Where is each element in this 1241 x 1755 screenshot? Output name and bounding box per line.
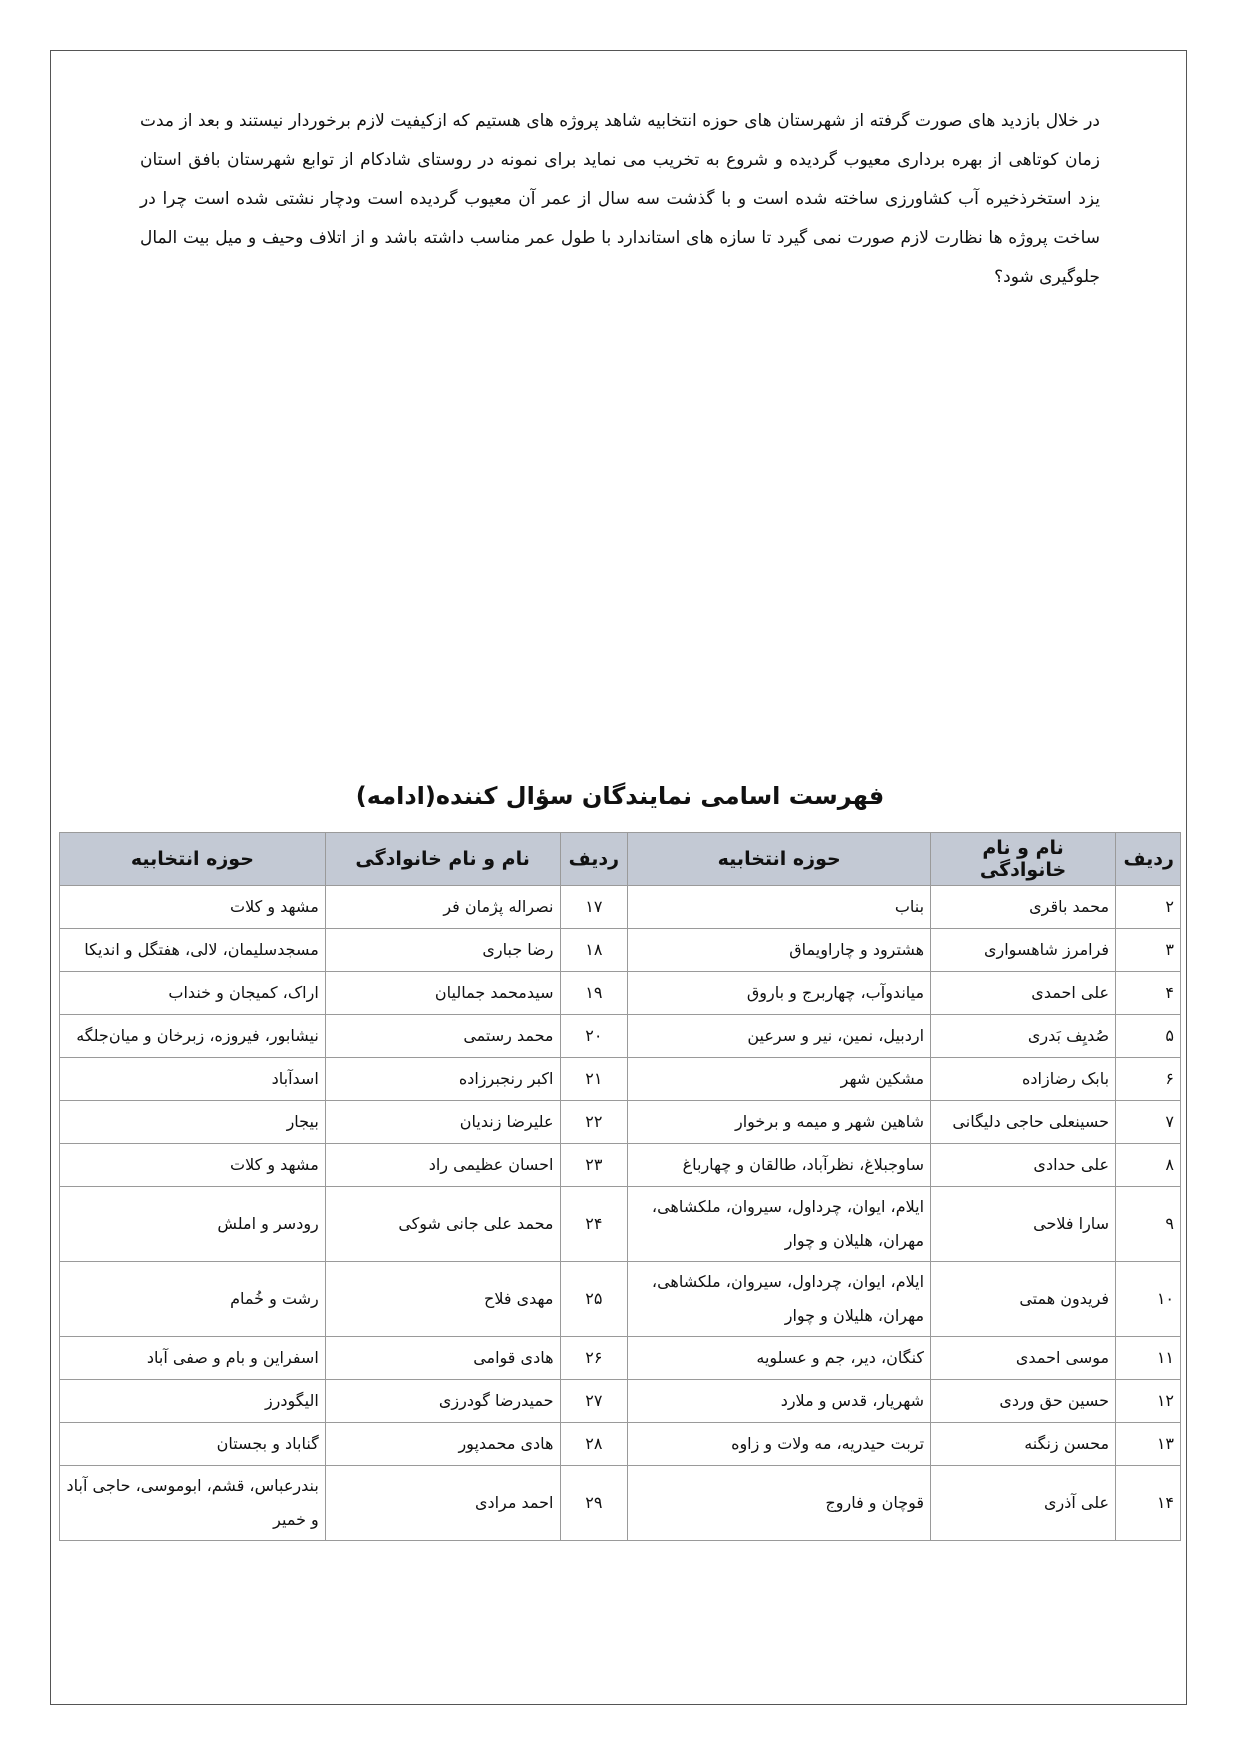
table-row <box>60 1101 1181 1144</box>
row-number: ۱۴ <box>1116 1466 1181 1541</box>
row-number: ۵ <box>1116 1015 1181 1058</box>
district: رودسر و املش <box>60 1187 326 1262</box>
district: قوچان و فاروج <box>628 1466 931 1541</box>
row-number: ۶ <box>1116 1058 1181 1101</box>
district: هشترود و چاراویماق <box>628 929 931 972</box>
representative-name: مهدی فلاح <box>325 1262 560 1337</box>
district: اسفراین و بام و صفی آباد <box>60 1337 326 1380</box>
district: بندرعباس، قشم، ابوموسی، حاجی آباد و خمیر <box>60 1466 326 1541</box>
representative-name: هادی محمدپور <box>325 1423 560 1466</box>
table-row <box>60 1187 1181 1262</box>
row-number: ۲۹ <box>560 1466 628 1541</box>
row-number: ۲۳ <box>560 1144 628 1187</box>
representative-name: محمد باقری <box>931 886 1116 929</box>
header-name: نام و نام خانوادگی <box>931 833 1116 886</box>
representative-name: فرامرز شاهسواری <box>931 929 1116 972</box>
district: الیگودرز <box>60 1380 326 1423</box>
table-row <box>60 1423 1181 1466</box>
representative-name: اکبر رنجبرزاده <box>325 1058 560 1101</box>
row-number: ۴ <box>1116 972 1181 1015</box>
representative-name: هادی قوامی <box>325 1337 560 1380</box>
representative-name: سارا فلاحی <box>931 1187 1116 1262</box>
district: تربت حیدریه، مه ولات و زاوه <box>628 1423 931 1466</box>
representative-name: سیدمحمد جمالیان <box>325 972 560 1015</box>
row-number: ۱۲ <box>1116 1380 1181 1423</box>
table-row <box>60 972 1181 1015</box>
table-row <box>60 1015 1181 1058</box>
row-number: ۲۴ <box>560 1187 628 1262</box>
row-number: ۲۰ <box>560 1015 628 1058</box>
representative-name: احمد مرادی <box>325 1466 560 1541</box>
district: ایلام، ایوان، چرداول، سیروان، ملکشاهی، مهران، هلیلان و چوار <box>628 1187 931 1262</box>
district: ایلام، ایوان، چرداول، سیروان، ملکشاهی، مهران، هلیلان و چوار <box>628 1262 931 1337</box>
district: مسجدسلیمان، لالی، هفتگل و اندیکا <box>60 929 326 972</box>
district: بیجار <box>60 1101 326 1144</box>
representative-name: محسن زنگنه <box>931 1423 1116 1466</box>
row-number: ۱۳ <box>1116 1423 1181 1466</box>
representative-name: علی احمدی <box>931 972 1116 1015</box>
row-number: ۱۹ <box>560 972 628 1015</box>
district: اردبیل، نمین، نیر و سرعین <box>628 1015 931 1058</box>
list-title: فهرست اسامی نمایندگان سؤال کننده(ادامه) <box>355 782 885 810</box>
row-number: ۹ <box>1116 1187 1181 1262</box>
row-number: ۱۸ <box>560 929 628 972</box>
district: مشهد و کلات <box>60 886 326 929</box>
table-row <box>60 1337 1181 1380</box>
row-number: ۱۷ <box>560 886 628 929</box>
table-row <box>60 1466 1181 1541</box>
row-number: ۲۱ <box>560 1058 628 1101</box>
representative-name: حمیدرضا گودرزی <box>325 1380 560 1423</box>
table-row <box>60 929 1181 972</box>
district: شهریار، قدس و ملارد <box>628 1380 931 1423</box>
representative-name: موسی احمدی <box>931 1337 1116 1380</box>
representative-name: حسین حق وردی <box>931 1380 1116 1423</box>
row-number: ۷ <box>1116 1101 1181 1144</box>
district: بناب <box>628 886 931 929</box>
district: شاهین شهر و میمه و برخوار <box>628 1101 931 1144</box>
representative-name: نصراله پژمان فر <box>325 886 560 929</box>
row-number: ۲۲ <box>560 1101 628 1144</box>
row-number: ۸ <box>1116 1144 1181 1187</box>
representatives-table <box>59 832 1181 1541</box>
header-row-number: ردیف <box>560 833 628 886</box>
row-number: ۲۸ <box>560 1423 628 1466</box>
district: مشهد و کلات <box>60 1144 326 1187</box>
header-district: حوزه انتخابیه <box>60 833 326 886</box>
row-number: ۲۶ <box>560 1337 628 1380</box>
representative-name: بابک رضازاده <box>931 1058 1116 1101</box>
table-row <box>60 1058 1181 1101</box>
representative-name: علی حدادی <box>931 1144 1116 1187</box>
representative-name: محمد رستمی <box>325 1015 560 1058</box>
representative-name: احسان عظیمی راد <box>325 1144 560 1187</box>
table-header-row <box>60 833 1181 886</box>
district: مشکین شهر <box>628 1058 931 1101</box>
row-number: ۲۷ <box>560 1380 628 1423</box>
representative-name: حسینعلی حاجی دلیگانی <box>931 1101 1116 1144</box>
row-number: ۳ <box>1116 929 1181 972</box>
district: گناباد و بجستان <box>60 1423 326 1466</box>
header-district: حوزه انتخابیه <box>628 833 931 886</box>
representative-name: علی آذری <box>931 1466 1116 1541</box>
district: اسدآباد <box>60 1058 326 1101</box>
row-number: ۲ <box>1116 886 1181 929</box>
header-row-number: ردیف <box>1116 833 1181 886</box>
row-number: ۱۰ <box>1116 1262 1181 1337</box>
table-row <box>60 886 1181 929</box>
representative-name: رضا جباری <box>325 929 560 972</box>
table-row <box>60 1380 1181 1423</box>
district: نیشابور، فیروزه، زبرخان و میان‌جلگه <box>60 1015 326 1058</box>
representative-name: صُدیِف بَدری <box>931 1015 1116 1058</box>
header-name: نام و نام خانوادگی <box>325 833 560 886</box>
table-row <box>60 1262 1181 1337</box>
representative-name: علیرضا زندیان <box>325 1101 560 1144</box>
intro-paragraph: در خلال بازدید های صورت گرفته از شهرستان های حوزه انتخابیه شاهد پروژه های هستیم که ازکیفیت لازم برخوردار نیستند و بعد از مدت زمان کوتاهی از بهره برداری معیوب گردیده و شروع به تخریب می نماید برای نمونه در روستای شادکام از توابع شهرستان بافق استان یزد استخرذخیره آب کشاورزی ساخته شده است و با گذشت سه سال از عمر آن معیوب گردیده است ودچار نشتی شده است چرا در ساخت پروژه ها نظارت لازم صورت نمی گیرد تا سازه های استاندارد با طول عمر مناسب داشته باشد و از اتلاف وحیف و میل بیت المال جلوگیری شود؟ <box>140 111 1100 287</box>
row-number: ۱۱ <box>1116 1337 1181 1380</box>
district: اراک، کمیجان و خنداب <box>60 972 326 1015</box>
district: میاندوآب، چهاربرج و باروق <box>628 972 931 1015</box>
district: ساوجبلاغ، نظرآباد، طالقان و چهارباغ <box>628 1144 931 1187</box>
table-row <box>60 1144 1181 1187</box>
representative-name: محمد علی جانی شوکی <box>325 1187 560 1262</box>
representative-name: فریدون همتی <box>931 1262 1116 1337</box>
district: رشت و خُمام <box>60 1262 326 1337</box>
district: کنگان، دیر، جم و عسلویه <box>628 1337 931 1380</box>
row-number: ۲۵ <box>560 1262 628 1337</box>
